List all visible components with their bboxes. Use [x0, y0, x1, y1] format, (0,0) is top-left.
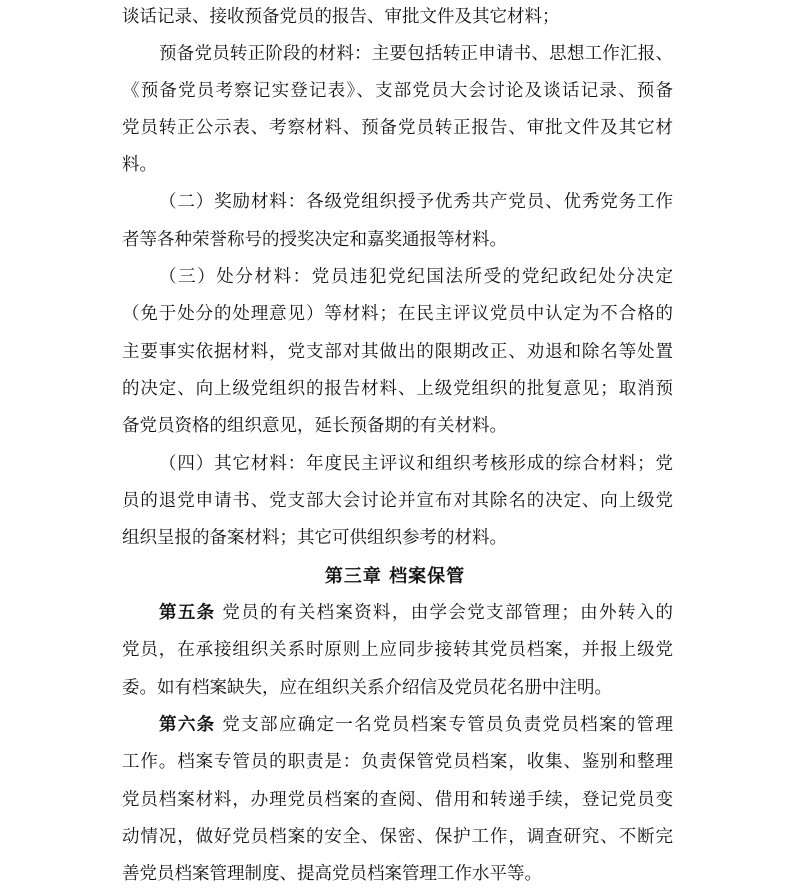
paragraph-line: 善党员档案管理制度、提高党员档案管理工作水平等。 — [122, 864, 542, 884]
paragraph-line: 委。如有档案缺失，应在组织关系介绍信及党员花名册中注明。 — [122, 678, 612, 698]
article-line — [159, 598, 673, 628]
paragraph-line: （四）其它材料：年度民主评议和组织考核形成的综合材料；党 — [159, 454, 673, 474]
paragraph-line: 工作。档案专管员的职责是：负责保管党员档案，收集、鉴别和整理 — [122, 752, 673, 772]
paragraph-line: 主要事实依据材料，党支部对其做出的限期改正、劝退和除名等处置 — [122, 342, 673, 362]
paragraph-line: 员的退党申请书、党支部大会讨论并宣布对其除名的决定、向上级党 — [122, 491, 673, 511]
chapter-heading: 第三章 档案保管 — [324, 566, 466, 587]
paragraph-line: 料。 — [122, 155, 157, 175]
paragraph-line: 党员档案材料，办理党员档案的查阅、借用和转递手续，登记党员变 — [122, 790, 673, 810]
article-number: 第五条 — [159, 603, 216, 623]
paragraph-line: 预备党员转正阶段的材料：主要包括转正申请书、思想工作汇报、 — [159, 44, 673, 64]
paragraph-line: 《预备党员考察记实登记表》、支部党员大会讨论及谈话记录、预备 — [122, 81, 673, 101]
paragraph-line: 党员，在承接组织关系时原则上应同步接转其党员档案，并报上级党 — [122, 640, 673, 660]
paragraph-line: 谈话记录、接收预备党员的报告、审批文件及其它材料； — [122, 7, 560, 27]
paragraph-line: 动情况，做好党员档案的安全、保密、保护工作，调查研究、不断完 — [122, 827, 673, 847]
paragraph-line: （免于处分的处理意见）等材料；在民主评议党员中认定为不合格的 — [122, 304, 673, 324]
article-text: 党支部应确定一名党员档案专管员负责党员档案的管理 — [222, 715, 674, 735]
paragraph-line: （三）处分材料：党员违犯党纪国法所受的党纪政纪处分决定 — [159, 267, 673, 287]
article-line — [159, 710, 673, 740]
paragraph-line: 者等各种荣誉称号的授奖决定和嘉奖通报等材料。 — [122, 230, 507, 250]
paragraph-line: 备党员资格的组织意见，延长预备期的有关材料。 — [122, 416, 507, 436]
paragraph-line: 的决定、向上级党组织的报告材料、上级党组织的批复意见；取消预 — [122, 379, 673, 399]
paragraph-line: 组织呈报的备案材料；其它可供组织参考的材料。 — [122, 528, 507, 548]
article-text: 党员的有关档案资料，由学会党支部管理；由外转入的 — [222, 603, 674, 623]
paragraph-line: 党员转正公示表、考察材料、预备党员转正报告、审批文件及其它材 — [122, 118, 673, 138]
article-number: 第六条 — [159, 715, 216, 735]
paragraph-line: （二）奖励材料：各级党组织授予优秀共产党员、优秀党务工作 — [159, 192, 673, 212]
